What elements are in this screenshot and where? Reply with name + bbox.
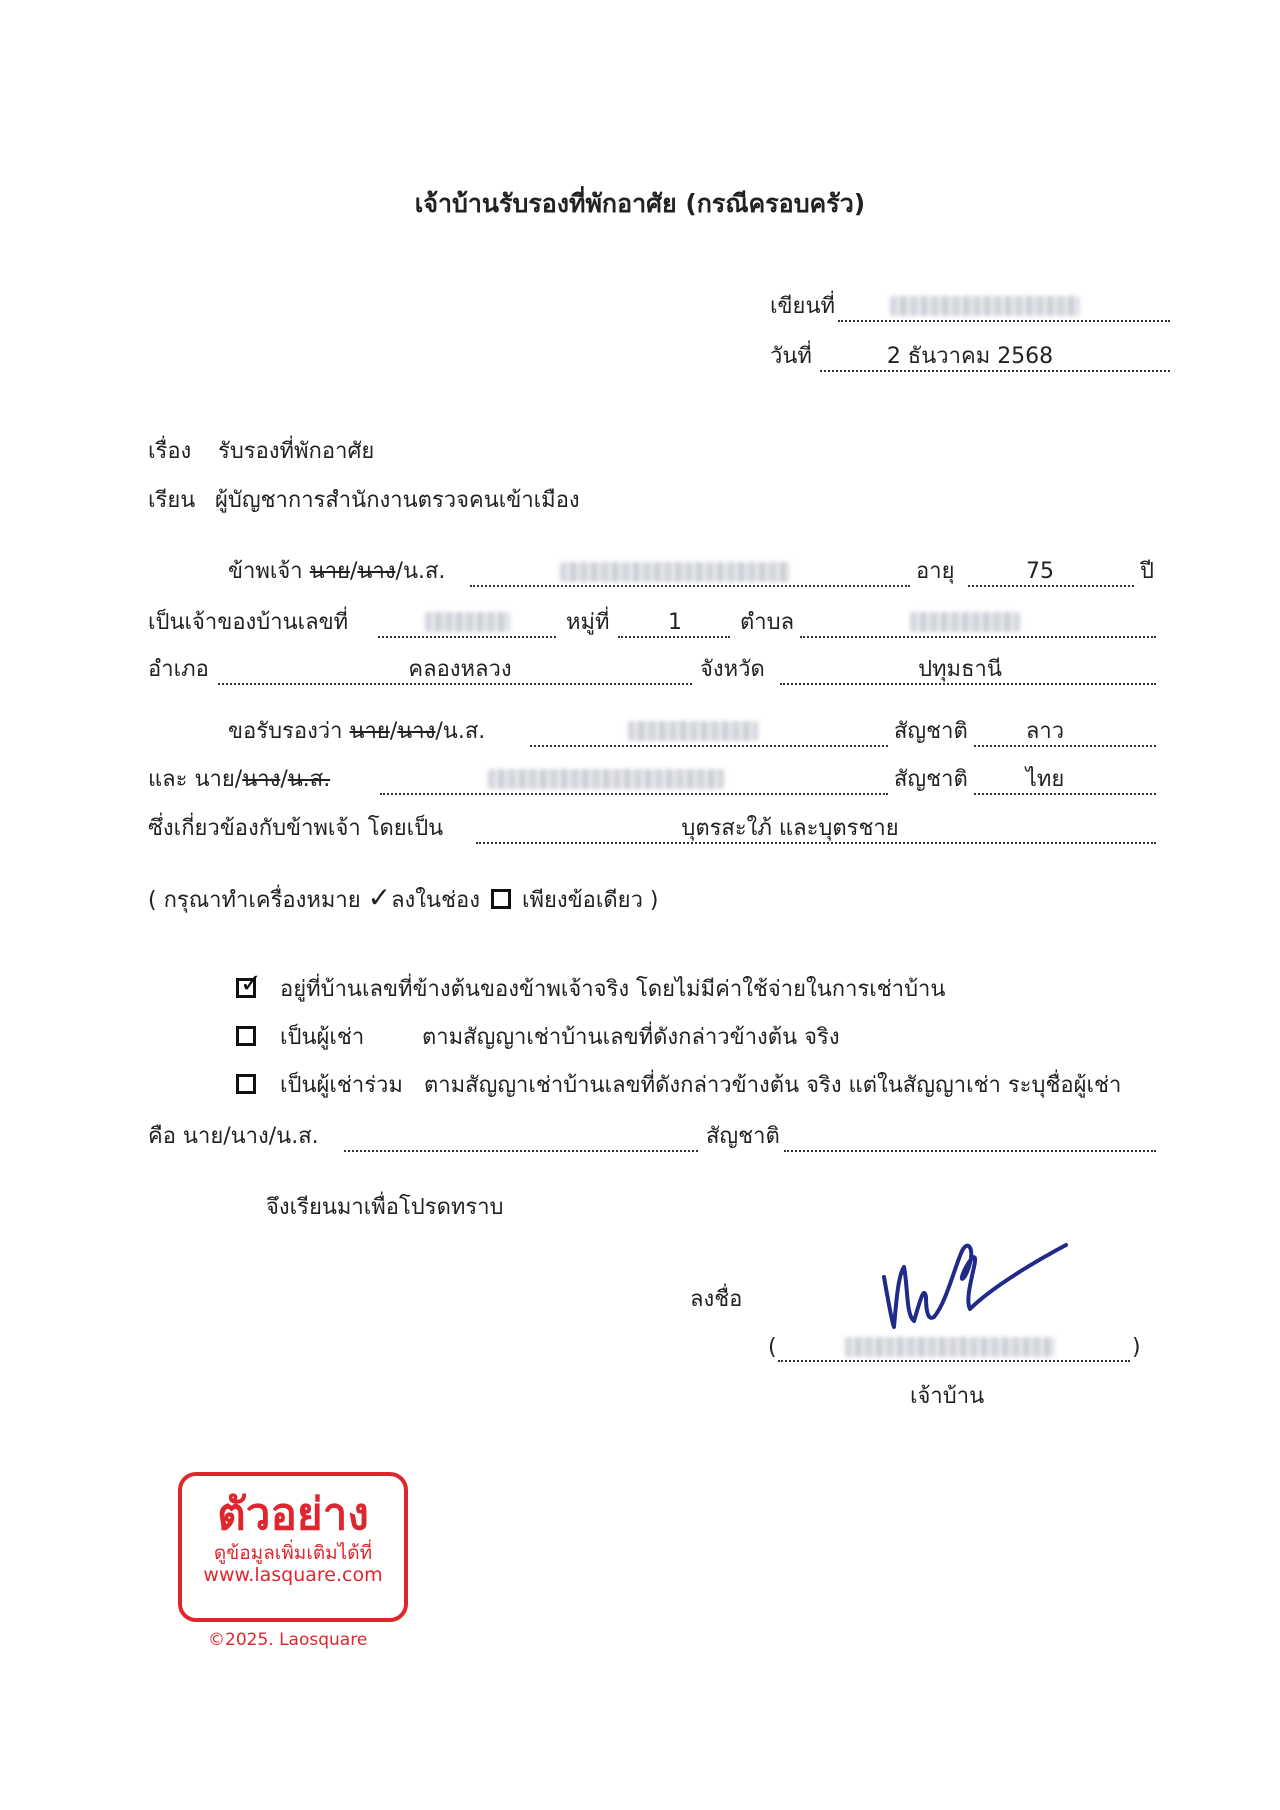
person1-nationality-label: สัญชาติ xyxy=(894,719,968,744)
signature-name-line xyxy=(778,1360,1130,1362)
written-at-line xyxy=(838,320,1170,322)
closing-text: จึงเรียนมาเพื่อโปรดทราบ xyxy=(266,1195,504,1220)
amphoe-label: อำเภอ xyxy=(148,657,209,682)
person1-nationality: ลาว xyxy=(1025,719,1065,744)
instruction-middle: ลงในช่อง xyxy=(391,888,480,913)
written-at-redacted xyxy=(890,296,1080,316)
option-1-checkbox[interactable] xyxy=(236,969,262,999)
person2-title-miss: น.ส. xyxy=(287,767,331,792)
stamp-line-2: www.lasquare.com xyxy=(203,1564,383,1586)
cotenant-nationality-label: สัญชาติ xyxy=(706,1124,780,1149)
signature-open-paren: ( xyxy=(768,1335,777,1360)
recipient-value: ผู้บัญชาการสำนักงานตรวจคนเข้าเมือง xyxy=(215,488,580,513)
person2-nationality: ไทย xyxy=(1025,767,1065,792)
signature-stroke xyxy=(884,1245,1066,1327)
copyright-text: ©2025. Laosquare xyxy=(208,1630,368,1650)
relation-label: ซึ่งเกี่ยวข้องกับข้าพเจ้า โดยเป็น xyxy=(148,816,444,841)
relation-value: บุตรสะใภ้ และบุตรชาย xyxy=(681,816,899,841)
owner-line-1 xyxy=(228,557,445,587)
cotenant-label: คือ นาย/นาง/น.ส. xyxy=(148,1124,319,1149)
signature-role: เจ้าบ้าน xyxy=(910,1384,985,1409)
subject-label: เรื่อง xyxy=(148,439,192,464)
owner-sep-1: / xyxy=(349,559,358,584)
option-2-text: เป็นผู้เช่า xyxy=(280,1025,365,1050)
written-at-label: เขียนที่ xyxy=(770,294,835,319)
amphoe-value: คลองหลวง xyxy=(408,657,512,682)
sign-label: ลงชื่อ xyxy=(690,1287,743,1312)
certify-label: ขอรับรองว่า xyxy=(228,719,343,744)
and-label: และ นาย xyxy=(148,767,235,792)
cotenant-name-line xyxy=(344,1150,698,1152)
tambon-redacted xyxy=(910,612,1020,632)
age-label: อายุ xyxy=(916,559,955,584)
subject-value: รับรองที่พักอาศัย xyxy=(218,439,375,464)
house-no-line xyxy=(378,636,556,638)
recipient-label: เรียน xyxy=(148,488,196,513)
person1-title-miss: น.ส. xyxy=(442,719,486,744)
province-label: จังหวัด xyxy=(700,657,765,682)
signature-close-paren: ) xyxy=(1132,1335,1141,1360)
stamp-main-text: ตัวอย่าง xyxy=(217,1489,369,1540)
owner-prefix: ข้าพเจ้า xyxy=(228,559,303,584)
person1-name-redacted xyxy=(628,721,758,741)
instruction-after: เพียงข้อเดียว ) xyxy=(521,888,659,913)
person2-sep-2: / xyxy=(280,767,288,792)
option-3-text: เป็นผู้เช่าร่วม xyxy=(280,1073,403,1098)
person1-title-mr: นาย xyxy=(349,719,390,744)
house-no-redacted xyxy=(425,612,510,632)
checkmark-icon: ✓ xyxy=(240,969,262,999)
sample-stamp xyxy=(178,1472,408,1622)
signature-name-redacted xyxy=(845,1337,1055,1357)
age-value: 75 xyxy=(1026,559,1054,584)
option-1-text: อยู่ที่บ้านเลขที่ข้างต้นของข้าพเจ้าจริง โดยไม่มีค่าใช้จ่ายในการเช่าบ้าน xyxy=(280,977,946,1002)
tambon-line xyxy=(800,636,1156,638)
square-icon xyxy=(491,889,511,909)
option-2-text2: ตามสัญญาเช่าบ้านเลขที่ดังกล่าวข้างต้น จริง xyxy=(422,1025,840,1050)
signature-drawing xyxy=(870,1205,1090,1335)
stamp-line-1: ดูข้อมูลเพิ่มเติมได้ที่ xyxy=(213,1542,373,1564)
age-unit: ปี xyxy=(1140,559,1154,584)
option-3-checkbox[interactable] xyxy=(236,1074,256,1094)
person2-name-redacted xyxy=(488,769,724,789)
check-icon: ✓ xyxy=(367,881,392,914)
person2-name-line xyxy=(380,793,888,795)
owner-title-mrs: นาง xyxy=(357,559,396,584)
house-no-label: เป็นเจ้าของบ้านเลขที่ xyxy=(148,610,349,635)
instruction-line xyxy=(148,883,659,916)
person1-sep-2: / xyxy=(435,719,443,744)
date-label: วันที่ xyxy=(770,344,812,369)
cotenant-nationality-line xyxy=(784,1150,1156,1152)
moo-label: หมู่ที่ xyxy=(566,610,610,635)
certify-line-2 xyxy=(148,765,330,795)
person2-nationality-label: สัญชาติ xyxy=(894,767,968,792)
certify-line-1 xyxy=(228,717,485,747)
owner-name-line xyxy=(470,585,910,587)
person1-sep-1: / xyxy=(389,719,398,744)
person2-title-mrs: นาง xyxy=(242,767,281,792)
owner-sep-2: / xyxy=(395,559,403,584)
tambon-label: ตำบล xyxy=(740,610,795,635)
owner-title-mr: นาย xyxy=(309,559,350,584)
person1-name-line xyxy=(530,745,888,747)
owner-name-redacted xyxy=(560,562,790,582)
province-value: ปทุมธานี xyxy=(918,657,1002,682)
option-2-checkbox[interactable] xyxy=(236,1026,256,1046)
instruction-before: ( กรุณาทำเครื่องหมาย xyxy=(148,888,361,913)
date-value: 2 ธันวาคม 2568 xyxy=(886,344,1054,369)
option-3-text2: ตามสัญญาเช่าบ้านเลขที่ดังกล่าวข้างต้น จริง แต่ในสัญญาเช่า ระบุชื่อผู้เช่า xyxy=(424,1073,1122,1098)
person1-title-mrs: นาง xyxy=(397,719,436,744)
moo-value: 1 xyxy=(668,610,682,635)
document-title: เจ้าบ้านรับรองที่พักอาศัย (กรณีครอบครัว) xyxy=(414,189,866,218)
owner-title-miss: น.ส. xyxy=(402,559,446,584)
person2-sep-1: / xyxy=(234,767,243,792)
